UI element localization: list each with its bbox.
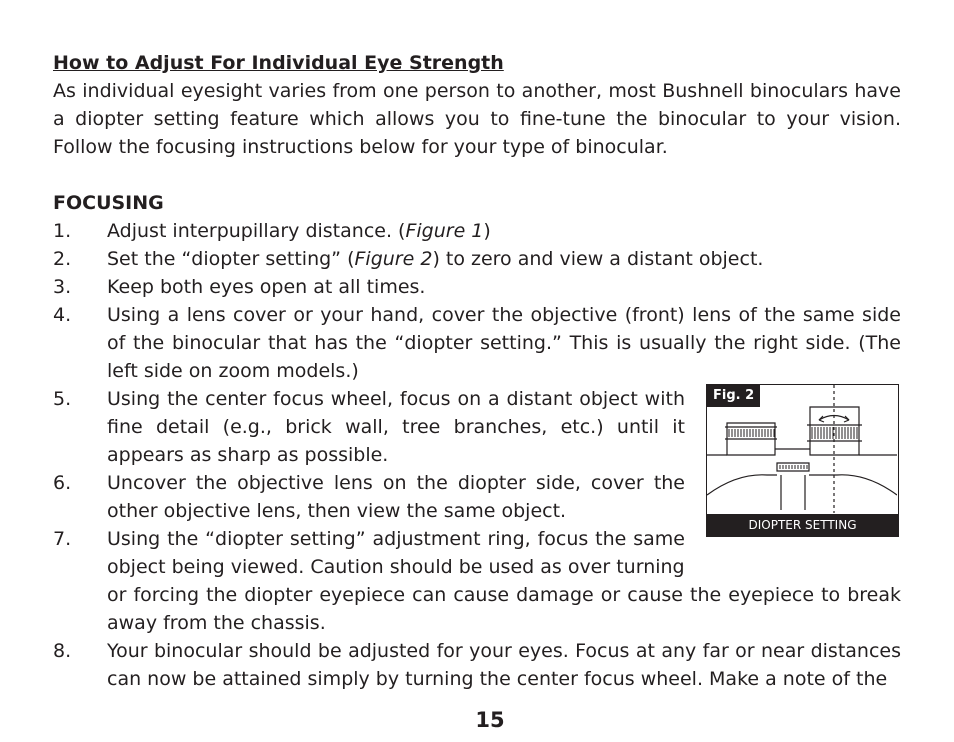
step-7 [53, 525, 901, 637]
step-4 [53, 301, 901, 385]
step-text: Adjust interpupillary distance. ( [107, 220, 406, 242]
step-text: Uncover the objective lens on the diopter side, cover the other objective lens, then view the same object. [107, 472, 685, 522]
figure-reference: Figure 2 [354, 248, 433, 270]
step-number: 4. [53, 304, 72, 326]
step-number: 3. [53, 276, 72, 298]
step-8 [53, 637, 901, 693]
step-text: Your binocular should be adjusted for your eyes. Focus at any far or near distances can now be attained simply by turning the center focus wheel. Make a note of the [107, 640, 901, 690]
step-number: 5. [53, 388, 72, 410]
focusing-heading: FOCUSING [53, 192, 164, 214]
page-number: 15 [475, 708, 505, 732]
step-1 [53, 217, 901, 245]
step-text: Using the center focus wheel, focus on a distant object with fine detail (e.g., brick wall, tree branches, etc.) until it appears as sharp as possible. [107, 388, 685, 466]
step-number: 1. [53, 220, 72, 242]
section-title: How to Adjust For Individual Eye Strength [53, 52, 504, 74]
step-2 [53, 245, 901, 273]
step-text: ) [483, 220, 491, 242]
step-text: Set the “diopter setting” ( [107, 248, 355, 270]
figure-2 [706, 384, 899, 537]
step-number: 8. [53, 640, 72, 662]
figure-caption: DIOPTER SETTING [707, 514, 898, 536]
step-text: Keep both eyes open at all times. [107, 276, 426, 298]
figure-label: Fig. 2 [707, 385, 760, 407]
step-number: 2. [53, 248, 72, 270]
step-number: 7. [53, 528, 72, 550]
step-text: Using a lens cover or your hand, cover the objective (front) lens of the same side of the binocular that has the “diopter setting.” This is usually the right side. (The left side on zoom models.) [107, 304, 901, 382]
binocular-diopter-illustration [707, 385, 897, 535]
step-text: Using the “diopter setting” adjustment ring, focus the same object being viewed. Caution should be used as over turning [107, 528, 685, 578]
figure-reference: Figure 1 [405, 220, 484, 242]
step-text-continued: or forcing the diopter eyepiece can cause damage or cause the eyepiece to break away from the chassis. [107, 584, 901, 634]
step-3 [53, 273, 901, 301]
intro-paragraph: As individual eyesight varies from one person to another, most Bushnell binoculars have a diopter setting feature which allows you to fine-tune the binocular to your vision. Follow the focusing instructions below for your type of binocular. [53, 80, 901, 158]
step-number: 6. [53, 472, 72, 494]
step-text: ) to zero and view a distant object. [432, 248, 764, 270]
